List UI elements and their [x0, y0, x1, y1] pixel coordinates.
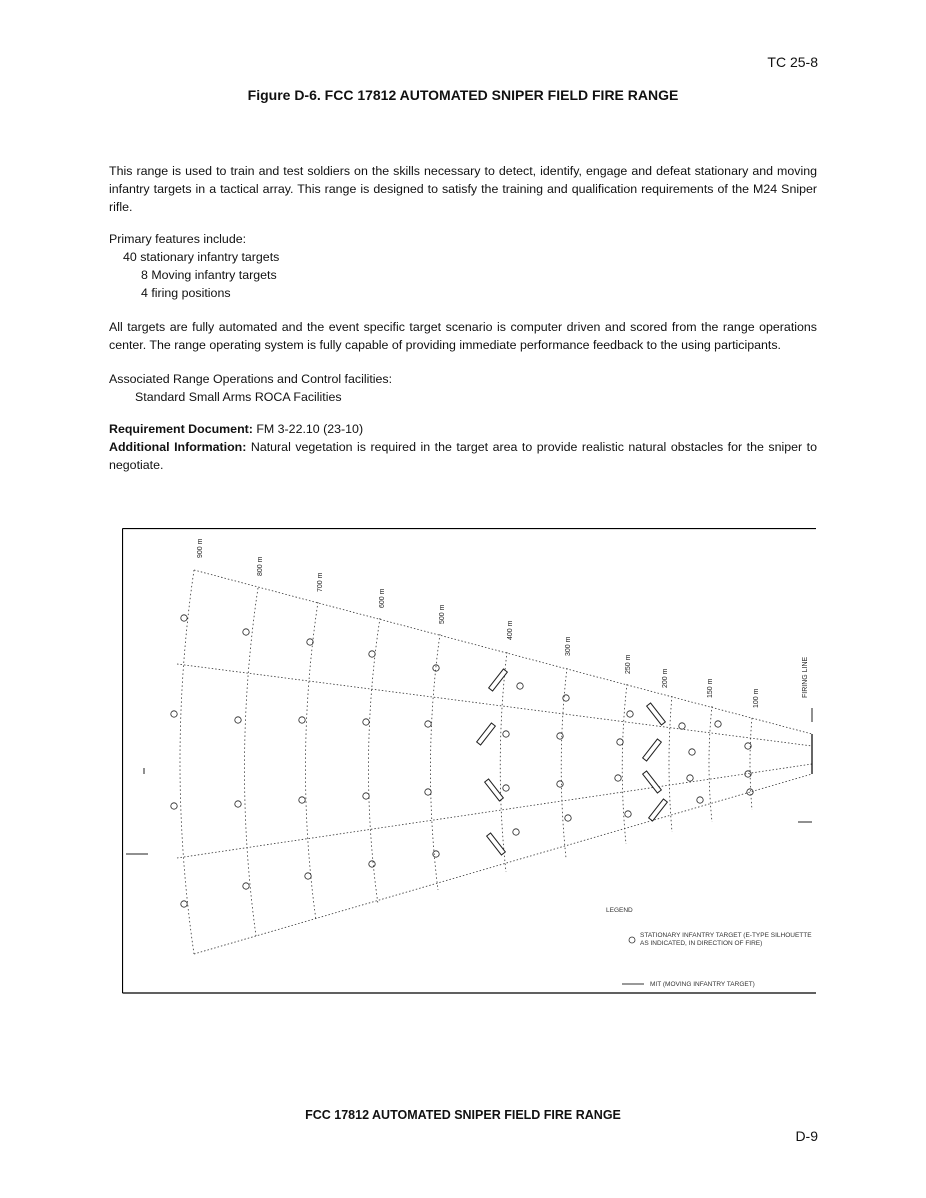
additional-value: Natural vegetation is required in the target area to provide realistic natural obstacles for the sniper to negotiate.	[109, 440, 817, 472]
stationary-target	[305, 873, 311, 879]
moving-target	[649, 799, 668, 821]
features-heading: Primary features include:	[109, 232, 247, 246]
edge-marks	[126, 708, 812, 854]
stationary-target	[627, 711, 633, 717]
stationary-target	[679, 723, 685, 729]
stationary-target	[243, 629, 249, 635]
facilities-section	[109, 370, 817, 406]
moving-target	[489, 669, 508, 691]
stationary-target	[625, 811, 631, 817]
moving-target	[643, 771, 662, 793]
stationary-target	[433, 851, 439, 857]
stationary-target	[503, 785, 509, 791]
legend-stationary-icon	[629, 937, 635, 943]
additional-line	[109, 438, 817, 474]
features-section	[109, 230, 817, 302]
moving-target	[477, 723, 496, 745]
feature-item: 4 firing positions	[141, 286, 231, 300]
moving-target	[643, 739, 662, 761]
requirement-label: Requirement Document:	[109, 422, 253, 436]
arc-900	[180, 570, 194, 954]
distance-label: 900 m	[197, 538, 204, 558]
stationary-target	[363, 793, 369, 799]
arc-800	[244, 588, 258, 936]
stationary-target	[181, 901, 187, 907]
stationary-target	[687, 775, 693, 781]
distance-labels	[197, 538, 809, 708]
moving-target	[647, 703, 666, 725]
fan-right-boundary	[194, 774, 812, 954]
stationary-target	[171, 803, 177, 809]
stationary-target	[565, 815, 571, 821]
distance-label: 800 m	[257, 556, 264, 576]
requirement-section	[109, 420, 817, 474]
stationary-targets	[171, 615, 753, 907]
stationary-target	[715, 721, 721, 727]
intro-paragraph: This range is used to train and test soldiers on the skills necessary to detect, identify, engage and defeat stationary and moving infantry targets in a tactical array. This range is designed to satisfy the training and qualification requirements of the M24 Sniper rifle.	[109, 164, 817, 214]
fan-left-boundary	[194, 570, 812, 734]
stationary-target	[747, 789, 753, 795]
arc-400	[500, 652, 507, 872]
distance-label: 700 m	[317, 572, 324, 592]
firing-line-label: FIRING LINE	[802, 656, 809, 698]
distance-label: 150 m	[707, 678, 714, 698]
distance-label: 300 m	[565, 636, 572, 656]
stationary-target	[299, 717, 305, 723]
figure-title: Figure D-6. FCC 17812 AUTOMATED SNIPER FIELD FIRE RANGE	[247, 87, 679, 103]
stationary-target	[563, 695, 569, 701]
stationary-target	[557, 781, 563, 787]
footer-title: FCC 17812 AUTOMATED SNIPER FIELD FIRE RANGE	[305, 1108, 621, 1122]
stationary-target	[513, 829, 519, 835]
page-number: D-9	[795, 1128, 818, 1144]
document-id: TC 25-8	[767, 54, 818, 70]
arc-200	[669, 696, 672, 832]
stationary-target	[617, 739, 623, 745]
arc-300	[561, 668, 567, 858]
range-diagram	[122, 528, 816, 994]
stationary-target	[615, 775, 621, 781]
distance-label: 200 m	[662, 668, 669, 688]
requirement-line	[109, 420, 817, 438]
stationary-target	[689, 749, 695, 755]
moving-targets	[477, 669, 668, 855]
stationary-target	[243, 883, 249, 889]
stationary-target	[171, 711, 177, 717]
stationary-target	[697, 797, 703, 803]
stationary-target	[235, 717, 241, 723]
arc-100	[750, 718, 752, 810]
range-diagram-svg	[122, 528, 816, 994]
stationary-target	[369, 861, 375, 867]
additional-label: Additional Information:	[109, 440, 247, 454]
legend	[606, 907, 816, 988]
facilities-item: Standard Small Arms ROCA Facilities	[135, 390, 342, 404]
stationary-target	[557, 733, 563, 739]
stationary-target	[425, 721, 431, 727]
legend-stationary-wrap	[640, 932, 816, 966]
stationary-target	[517, 683, 523, 689]
stationary-target	[299, 797, 305, 803]
distance-label: 100 m	[753, 688, 760, 708]
stationary-target	[181, 615, 187, 621]
legend-moving-text: MIT (MOVING INFANTRY TARGET)	[650, 981, 755, 988]
arc-250	[622, 684, 627, 844]
requirement-value: FM 3-22.10 (23-10)	[252, 422, 364, 436]
fan-lines	[177, 570, 812, 954]
stationary-target	[369, 651, 375, 657]
distance-label: 250 m	[625, 654, 632, 674]
stationary-target	[307, 639, 313, 645]
feature-item: 40 stationary infantry targets	[123, 250, 280, 264]
stationary-target	[235, 801, 241, 807]
moving-target	[485, 779, 504, 801]
arc-150	[709, 706, 712, 822]
distance-label: 400 m	[507, 620, 514, 640]
legend-title: LEGEND	[606, 907, 633, 914]
legend-stationary-text: STATIONARY INFANTRY TARGET (E-TYPE SILHOUETTE AS INDICATED, IN DIRECTION OF FIRE)	[640, 932, 812, 947]
distance-arcs	[180, 570, 752, 954]
feature-item: 8 Moving infantry targets	[141, 268, 277, 282]
stationary-target	[363, 719, 369, 725]
stationary-target	[425, 789, 431, 795]
distance-label: 500 m	[439, 604, 446, 624]
facilities-heading: Associated Range Operations and Control facilities:	[109, 372, 393, 386]
stationary-target	[503, 731, 509, 737]
arc-700	[305, 602, 318, 920]
lane-line	[177, 664, 812, 746]
distance-label: 600 m	[379, 588, 386, 608]
automation-paragraph: All targets are fully automated and the event specific target scenario is computer driven and scored from the range operations center. The range operating system is fully capable of providing immediate performance feedback to the using participants.	[109, 320, 817, 352]
